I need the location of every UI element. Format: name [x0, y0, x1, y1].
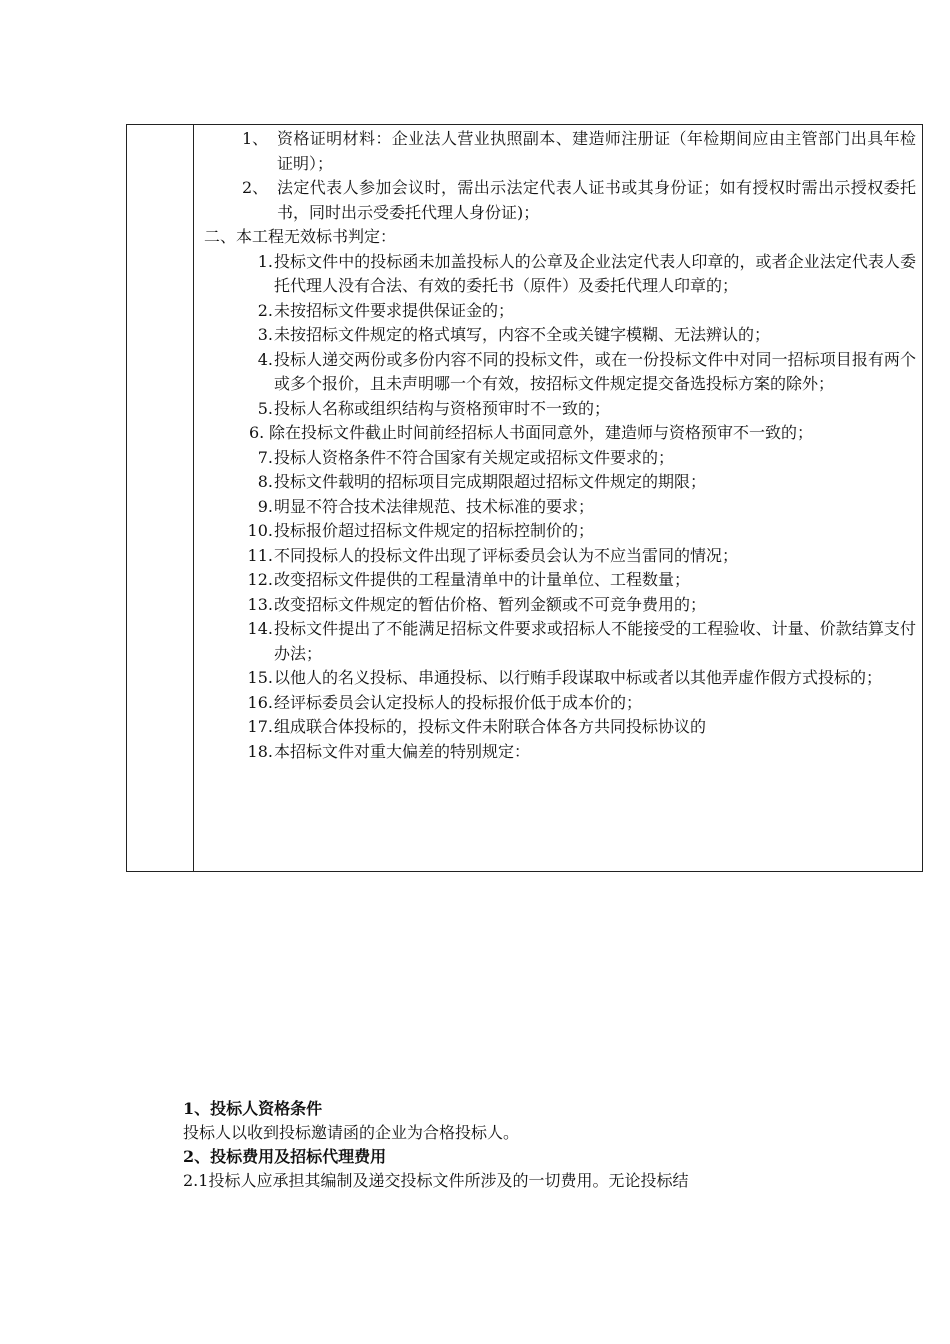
heading-bidder-qualification: 1、投标人资格条件: [183, 1099, 323, 1118]
item-text: 明显不符合技术法律规范、技术标准的要求；: [274, 496, 595, 516]
item-number: 7.: [257, 447, 273, 467]
item-text: 经评标委员会认定投标人的投标报价低于成本价的；: [274, 692, 643, 712]
item-number: 9.: [257, 496, 273, 516]
item-text: 除在投标文件截止时间前经招标人书面同意外，建造师与资格预审不一致的；: [269, 423, 814, 442]
list-item: [204, 544, 916, 569]
item-text: 不同投标人的投标文件出现了评标委员会认为不应当雷同的情况；: [274, 545, 739, 565]
item-number: 17.: [247, 717, 273, 736]
item-text: 投标文件提出了不能满足招标文件要求或招标人不能接受的工程验收、计量、价款结算支付办法；: [274, 619, 916, 663]
list-item: [204, 348, 916, 397]
list-item: [204, 495, 916, 520]
item-text: 投标文件载明的招标项目完成期限超过招标文件规定的期限；: [274, 472, 707, 491]
item-number: 2.: [257, 300, 273, 320]
item-text: 投标报价超过招标文件规定的招标控制价的；: [274, 521, 595, 540]
item-number: 1、: [242, 129, 269, 148]
item-number: 14.: [247, 619, 273, 638]
table-left-cell: [127, 125, 194, 871]
requirements-table: [126, 124, 923, 872]
item-number: 2、: [242, 178, 269, 197]
list-item: [204, 323, 916, 348]
item-text: 投标人资格条件不符合国家有关规定或招标文件要求的；: [274, 447, 675, 467]
item-text: 未按招标文件规定的格式填写，内容不全或关键字模糊、无法辨认的；: [274, 325, 771, 344]
item-text: 投标人名称或组织结构与资格预审时不一致的；: [274, 398, 611, 418]
invalid-bid-list-continued: [204, 446, 916, 765]
item-number: 13.: [247, 594, 273, 614]
list-item: [204, 666, 916, 691]
list-item: [204, 299, 916, 324]
paragraph-bidder-qualification: 投标人以收到投标邀请函的企业为合格投标人。: [183, 1123, 520, 1142]
item-number: 3.: [257, 325, 273, 344]
list-item: [204, 568, 916, 593]
heading-bid-costs: 2、投标费用及招标代理费用: [183, 1147, 387, 1166]
list-item: [204, 519, 916, 544]
item-text: 本招标文件对重大偏差的特别规定：: [274, 741, 531, 761]
table-content: [204, 127, 916, 764]
item-text: 投标文件中的投标函未加盖投标人的公章及企业法定代表人印章的，或者企业法定代表人委托代理人没有合法、有效的委托书（原件）及委托代理人印章的；: [274, 251, 916, 295]
item-number: 4.: [257, 349, 273, 369]
item-number: 5.: [257, 398, 273, 418]
item-number: 16.: [247, 692, 273, 712]
paragraph-bid-costs: 2.1投标人应承担其编制及递交投标文件所涉及的一切费用。无论投标结: [183, 1171, 689, 1190]
list-item: [204, 715, 916, 740]
item-number: 10.: [247, 521, 273, 540]
qualification-list: [204, 127, 916, 225]
item-number: 1.: [257, 251, 273, 271]
body-text: [183, 1097, 823, 1193]
section-heading: [204, 225, 916, 250]
list-item: [204, 740, 916, 765]
list-item: [204, 250, 916, 299]
item-text: 投标人递交两份或多份内容不同的投标文件，或在一份投标文件中对同一招标项目报有两个或多个报价，且未声明哪一个有效，按招标文件规定提交备选投标方案的除外；: [274, 349, 916, 393]
list-item: [204, 176, 916, 225]
item-text: 法定代表人参加会议时，需出示法定代表人证书或其身份证；如有授权时需出示授权委托书，同时出示受委托代理人身份证)；: [277, 178, 916, 222]
list-item: [204, 127, 916, 176]
item-number: 15.: [247, 668, 273, 687]
section-heading-text: 二、本工程无效标书判定：: [204, 227, 397, 246]
invalid-bid-list: [204, 250, 916, 422]
list-item: [204, 397, 916, 422]
list-item: [204, 446, 916, 471]
list-item: [204, 421, 916, 446]
item-number: 12.: [247, 570, 273, 589]
item-text: 改变招标文件提供的工程量清单中的计量单位、工程数量；: [274, 570, 691, 589]
list-item: [204, 691, 916, 716]
list-item: [204, 470, 916, 495]
table-right-cell: [194, 125, 922, 871]
list-item: [204, 593, 916, 618]
item-number: 11.: [247, 545, 273, 565]
item-number: 18.: [247, 741, 273, 761]
item-text: 以他人的名义投标、串通投标、以行贿手段谋取中标或者以其他弄虚作假方式投标的；: [274, 668, 883, 687]
item-text: 未按招标文件要求提供保证金的；: [274, 300, 515, 320]
item-text: 资格证明材料：企业法人营业执照副本、建造师注册证（年检期间应由主管部门出具年检证明）；: [277, 129, 916, 173]
item-text: 组成联合体投标的，投标文件未附联合体各方共同投标协议的: [274, 717, 707, 736]
item-text: 改变招标文件规定的暂估价格、暂列金额或不可竞争费用的；: [274, 594, 707, 614]
item-number: 6.: [249, 423, 265, 442]
item-number: 8.: [257, 472, 273, 491]
list-item: [204, 617, 916, 666]
